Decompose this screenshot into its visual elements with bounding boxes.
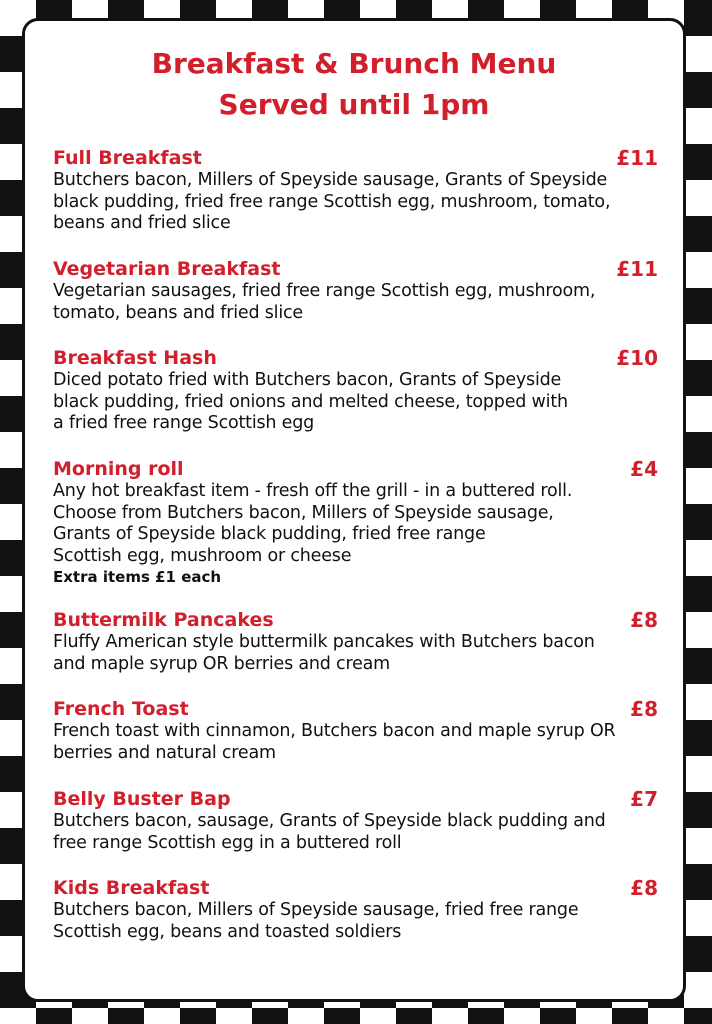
menu-item-vegetarian-breakfast [53,257,658,324]
item-description-line: Any hot breakfast item - fresh off the grill - in a buttered roll. [53,481,573,501]
item-description-line: Scottish egg, beans and toasted soldiers [53,921,402,942]
menu-subtitle: Served until 1pm [218,88,490,121]
item-name: Breakfast Hash [53,347,217,369]
item-description-line: tomato, beans and fried slice [53,302,303,323]
item-description-line: Vegetarian sausages, fried free range Scottish egg, mushroom, [53,281,596,301]
menu-item-belly-buster-bap [53,787,658,854]
item-description-line: black pudding, fried free range Scottish egg, mushroom, tomato, [53,191,611,212]
menu-item-kids-breakfast [53,876,658,943]
item-name: Full Breakfast [53,147,202,169]
menu-item-full-breakfast [53,146,658,235]
item-description-line: Butchers bacon, Millers of Speyside sausage, Grants of Speyside [53,170,608,190]
menu-item-buttermilk-pancakes [53,608,658,675]
item-description-line: black pudding, fried onions and melted cheese, topped with [53,391,568,412]
item-description-line: a fried free range Scottish egg [53,413,315,433]
extra-items-note: Extra items £1 each [53,568,222,586]
item-name: French Toast [53,698,189,720]
item-description-line: and maple syrup OR berries and cream [53,653,391,674]
item-price: £4 [630,457,658,481]
menu-title: Breakfast & Brunch Menu [151,47,557,80]
item-name: Vegetarian Breakfast [53,258,281,280]
item-price: £8 [630,697,658,721]
menu-item-french-toast [53,697,658,764]
item-name: Buttermilk Pancakes [53,609,274,631]
item-price: £8 [630,876,658,900]
menu-item-morning-roll [53,457,658,587]
item-name: Kids Breakfast [53,877,210,899]
item-description-line: Butchers bacon, Millers of Speyside sausage, fried free range [53,900,579,920]
item-price: £7 [630,787,658,811]
item-description-line: Butchers bacon, sausage, Grants of Speyside black pudding and [53,811,606,831]
item-price: £8 [630,608,658,632]
item-description-line: Fluffy American style buttermilk pancakes with Butchers bacon [53,632,595,652]
menu-item-breakfast-hash [53,346,658,435]
item-name: Belly Buster Bap [53,788,231,810]
item-description-line: French toast with cinnamon, Butchers bacon and maple syrup OR [53,721,616,741]
item-price: £10 [616,346,658,370]
item-description-line: Scottish egg, mushroom or cheese [53,545,352,566]
menu-board [22,18,686,1002]
item-price: £11 [616,146,658,170]
item-name: Morning roll [53,458,184,480]
item-description-line: free range Scottish egg in a buttered roll [53,832,402,853]
item-price: £11 [616,257,658,281]
item-description-line: Diced potato fried with Butchers bacon, Grants of Speyside [53,370,562,390]
item-description-line: Grants of Speyside black pudding, fried free range [53,524,486,544]
item-description-line: Choose from Butchers bacon, Millers of Speyside sausage, [53,502,554,523]
item-description-line: beans and fried slice [53,213,231,233]
item-description-line: berries and natural cream [53,742,276,763]
